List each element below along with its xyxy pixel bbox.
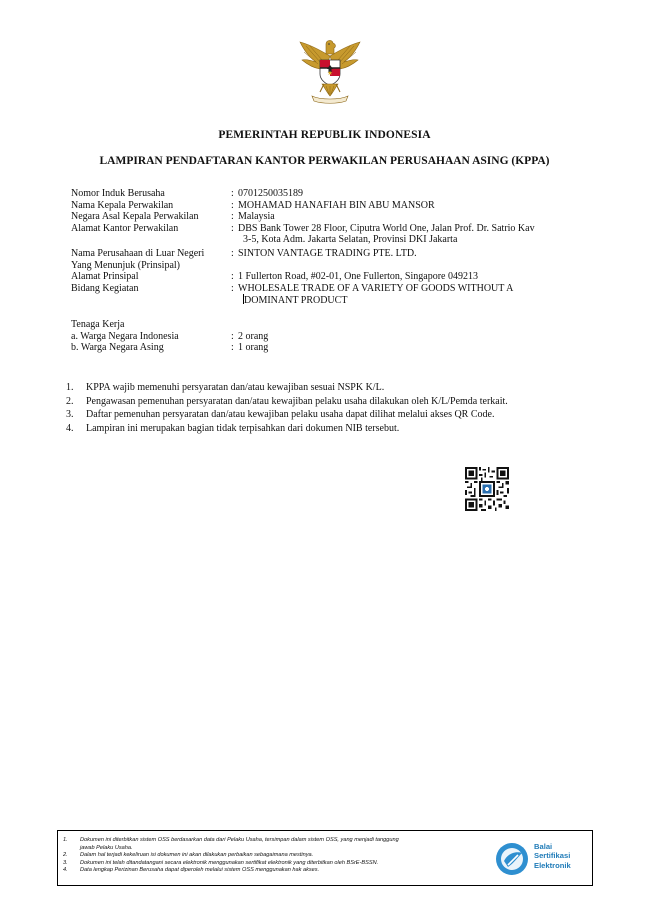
note-text: Lampiran ini merupakan bagian tidak terpisahkan dari dokumen NIB tersebut.	[86, 423, 400, 435]
colon: :	[231, 211, 234, 223]
bsre-logo	[492, 837, 590, 881]
footer-note-item	[63, 837, 483, 852]
activity-row	[71, 283, 591, 307]
colon: :	[231, 222, 234, 234]
address-row	[71, 223, 591, 246]
workforce-label: Tenaga Kerja	[71, 318, 125, 330]
note-item	[66, 395, 586, 409]
footer-note-text: Data lengkap Perizinan Berusaha dapat diperoleh melalui sistem OSS menggunakan hak akses.	[80, 867, 320, 874]
footer-note-item	[63, 867, 483, 875]
head-label: Nama Kepala Perwakilan	[71, 199, 174, 211]
address-line-2: 3-5, Kota Adm. Jakarta Selatan, Provinsi DKI Jakarta	[243, 234, 458, 246]
head-row	[71, 200, 591, 212]
foreign-company-label-2: Yang Menunjuk (Prinsipal)	[71, 259, 180, 271]
country-row	[71, 211, 591, 223]
footer-note-text-2: jawab Pelaku Usaha.	[80, 844, 133, 851]
document-title: LAMPIRAN PENDAFTARAN KANTOR PERWAKILAN PERUSAHAAN ASING (KPPA)	[99, 155, 550, 167]
footer-note-text: Dokumen ini telah ditandatangani secara elektronik menggunakan sertifikat elektronik yang diterbitkan oleh BSrE-BSSN.	[80, 859, 379, 866]
bsre-label-3: Elektronik	[534, 860, 571, 870]
principal-address-label: Alamat Prinsipal	[71, 271, 139, 283]
footer-box	[57, 830, 593, 886]
nib-row	[71, 188, 591, 200]
note-text: Daftar pemenuhan persyaratan dan/atau kewajiban pelaku usaha dapat dilihat melalui akses QR Code.	[86, 409, 495, 421]
footer-note-number: 2.	[63, 852, 68, 859]
footer-note-text: Dalam hal terjadi kekeliruan isi dokumen ini akan dilakukan perbaikan sebagaimana mestinya.	[80, 852, 314, 859]
note-item	[66, 422, 586, 436]
bsre-logo-icon	[494, 841, 530, 877]
foreign-company-label: Nama Perusahaan di Luar Negeri	[71, 247, 205, 259]
wni-row	[71, 331, 591, 343]
colon: :	[231, 188, 234, 199]
bsre-label-2: Sertifikasi	[534, 851, 571, 861]
footer-note-number: 4.	[63, 867, 68, 874]
activity-line-2: DOMINANT PRODUCT	[244, 295, 348, 307]
colon: :	[231, 271, 234, 283]
note-item	[66, 408, 586, 422]
garuda-emblem-icon	[296, 38, 364, 106]
nib-label: Nomor Induk Berusaha	[71, 188, 165, 199]
registration-details	[71, 188, 591, 354]
note-number: 4.	[66, 423, 74, 435]
qr-code-icon[interactable]	[465, 467, 509, 511]
head-value: MOHAMAD HANAFIAH BIN ABU MANSOR	[238, 199, 435, 211]
wni-value: 2 orang	[238, 330, 269, 342]
note-text: Pengawasan pemenuhan persyaratan dan/atau kewajiban pelaku usaha dilakukan oleh K/L/Pemda terkait.	[86, 395, 508, 407]
nib-value: 0701250035189	[238, 188, 303, 199]
note-item	[66, 381, 586, 395]
notes-list	[66, 381, 586, 436]
address-label: Alamat Kantor Perwakilan	[71, 222, 179, 234]
wna-row	[71, 342, 591, 354]
note-text: KPPA wajib memenuhi persyaratan dan/atau kewajiban sesuai NSPK K/L.	[86, 382, 385, 393]
address-line-1: DBS Bank Tower 28 Floor, Ciputra World One, Jalan Prof. Dr. Satrio Kav	[238, 222, 535, 234]
colon: :	[231, 282, 234, 294]
activity-label: Bidang Kegiatan	[71, 282, 139, 294]
foreign-company-row	[71, 248, 591, 271]
bsre-label-1: Balai	[534, 842, 553, 851]
government-heading: PEMERINTAH REPUBLIK INDONESIA	[218, 129, 431, 141]
footer-note-number: 3.	[63, 859, 68, 866]
principal-address-row	[71, 271, 591, 283]
wna-value: 1 orang	[238, 342, 269, 354]
note-number: 2.	[66, 395, 74, 407]
foreign-company-value: SINTON VANTAGE TRADING PTE. LTD.	[238, 247, 417, 259]
note-number: 3.	[66, 409, 74, 421]
wni-label: a. Warga Negara Indonesia	[71, 330, 179, 342]
footer-note-item	[63, 852, 483, 860]
footer-note-text: Dokumen ini diterbitkan sistem OSS berdasarkan data dari Pelaku Usaha, tersimpan dalam sistem OSS, yang menjadi tanggung	[80, 837, 399, 843]
wna-label: b. Warga Negara Asing	[71, 342, 164, 354]
country-value: Malaysia	[238, 211, 275, 223]
footer-note-number: 1.	[63, 837, 68, 843]
principal-address-value: 1 Fullerton Road, #02-01, One Fullerton, Singapore 049213	[238, 271, 478, 283]
note-number: 1.	[66, 382, 74, 393]
footer-note-item	[63, 860, 483, 868]
colon: :	[231, 247, 234, 259]
colon: :	[231, 199, 234, 211]
footer-notes	[63, 837, 483, 875]
country-label: Negara Asal Kepala Perwakilan	[71, 211, 199, 223]
activity-line-1: WHOLESALE TRADE OF A VARIETY OF GOODS WITHOUT A	[238, 282, 514, 294]
colon: :	[231, 330, 234, 342]
colon: :	[231, 342, 234, 354]
